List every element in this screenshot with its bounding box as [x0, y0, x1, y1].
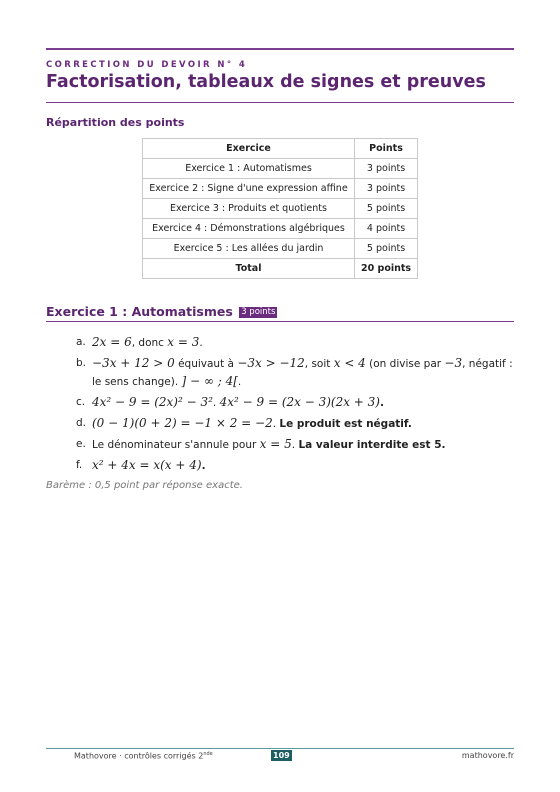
cell-total-value: 20 points — [355, 259, 418, 279]
item-text: . — [201, 460, 206, 472]
col-header-points: Points — [355, 139, 418, 159]
item-conclusion: La valeur interdite est 5. — [298, 439, 446, 451]
math-expr: 4x² − 9 = (2x)² − 3² — [92, 395, 213, 409]
item-conclusion: Le produit est négatif. — [279, 418, 412, 430]
cell-points: 3 points — [355, 179, 418, 199]
table-row — [143, 159, 418, 179]
item-text: . — [272, 418, 280, 430]
table-row — [143, 179, 418, 199]
footer-left-text: Mathovore · contrôles corrigés 2 — [74, 751, 204, 761]
page-title: Factorisation, tableaux de signes et preuves — [46, 72, 486, 92]
list-item — [76, 394, 516, 412]
table-row — [143, 199, 418, 219]
points-badge: 3 points — [241, 307, 276, 317]
table-row — [143, 239, 418, 259]
math-expr: x = 3 — [167, 335, 200, 349]
footer-left-sup: nde — [203, 751, 213, 757]
item-label: b. — [76, 357, 87, 369]
item-text: équivaut à — [174, 358, 238, 370]
list-item — [76, 457, 516, 475]
footer-rule — [46, 748, 514, 749]
cell-exercice: Exercice 3 : Produits et quotients — [143, 199, 355, 219]
item-label: c. — [76, 396, 86, 408]
item-text: . — [237, 376, 242, 388]
list-item — [76, 415, 516, 433]
footer-site: mathovore.fr — [461, 751, 514, 760]
table-header-row — [143, 139, 418, 159]
math-expr: 2x = 6 — [92, 335, 132, 349]
top-rule — [46, 48, 514, 50]
item-text: , donc — [131, 337, 168, 349]
exercise-title — [46, 304, 277, 319]
item-text: . — [291, 439, 299, 451]
cell-exercice: Exercice 1 : Automatismes — [143, 159, 355, 179]
math-expr: ] − ∞ ; 4[ — [181, 374, 238, 388]
math-expr: −3 — [444, 356, 463, 370]
exercise-rule — [46, 321, 514, 322]
header-kicker: CORRECTION DU DEVOIR N° 4 — [46, 60, 248, 70]
math-expr: x < 4 — [333, 356, 366, 370]
math-expr: −3x > −12 — [237, 356, 305, 370]
footer-left — [74, 751, 213, 761]
math-expr: −3x + 12 > 0 — [92, 356, 175, 370]
item-label: a. — [76, 336, 86, 348]
points-heading: Répartition des points — [46, 116, 185, 129]
cell-exercice: Exercice 4 : Démonstrations algébriques — [143, 219, 355, 239]
math-expr: x = 5 — [259, 437, 292, 451]
cell-total-label: Total — [143, 259, 355, 279]
table-total-row — [143, 259, 418, 279]
item-text: Le dénominateur s'annule pour — [92, 439, 260, 451]
grading-note: Barème : 0,5 point par réponse exacte. — [46, 480, 243, 491]
col-header-exercice: Exercice — [143, 139, 355, 159]
answer-list — [76, 334, 516, 478]
points-table — [142, 138, 418, 279]
item-label: d. — [76, 417, 87, 429]
cell-points: 5 points — [355, 199, 418, 219]
item-text: , soit — [304, 358, 334, 370]
cell-points: 4 points — [355, 219, 418, 239]
item-text: (on divise par — [365, 358, 445, 370]
item-text: . — [380, 397, 384, 409]
table-row — [143, 219, 418, 239]
title-rule — [46, 102, 514, 103]
cell-points: 3 points — [355, 159, 418, 179]
item-label: e. — [76, 438, 86, 450]
item-label: f. — [76, 459, 83, 471]
list-item — [76, 436, 516, 454]
cell-points: 5 points — [355, 239, 418, 259]
math-expr: 4x² − 9 = (2x − 3)(2x + 3) — [219, 395, 380, 409]
page-number: 109 — [273, 751, 290, 760]
item-text: . — [212, 397, 220, 409]
item-text: . — [199, 337, 203, 349]
list-item — [76, 355, 516, 391]
cell-exercice: Exercice 5 : Les allées du jardin — [143, 239, 355, 259]
exercise-title-text: Exercice 1 : Automatismes — [46, 304, 233, 319]
cell-exercice: Exercice 2 : Signe d'une expression affine — [143, 179, 355, 199]
list-item — [76, 334, 516, 352]
item-text: , négatif : le sens change). — [92, 358, 513, 388]
math-expr: (0 − 1)(0 + 2) = −1 × 2 = −2 — [92, 416, 273, 430]
math-expr: x² + 4x = x(x + 4) — [92, 458, 202, 472]
